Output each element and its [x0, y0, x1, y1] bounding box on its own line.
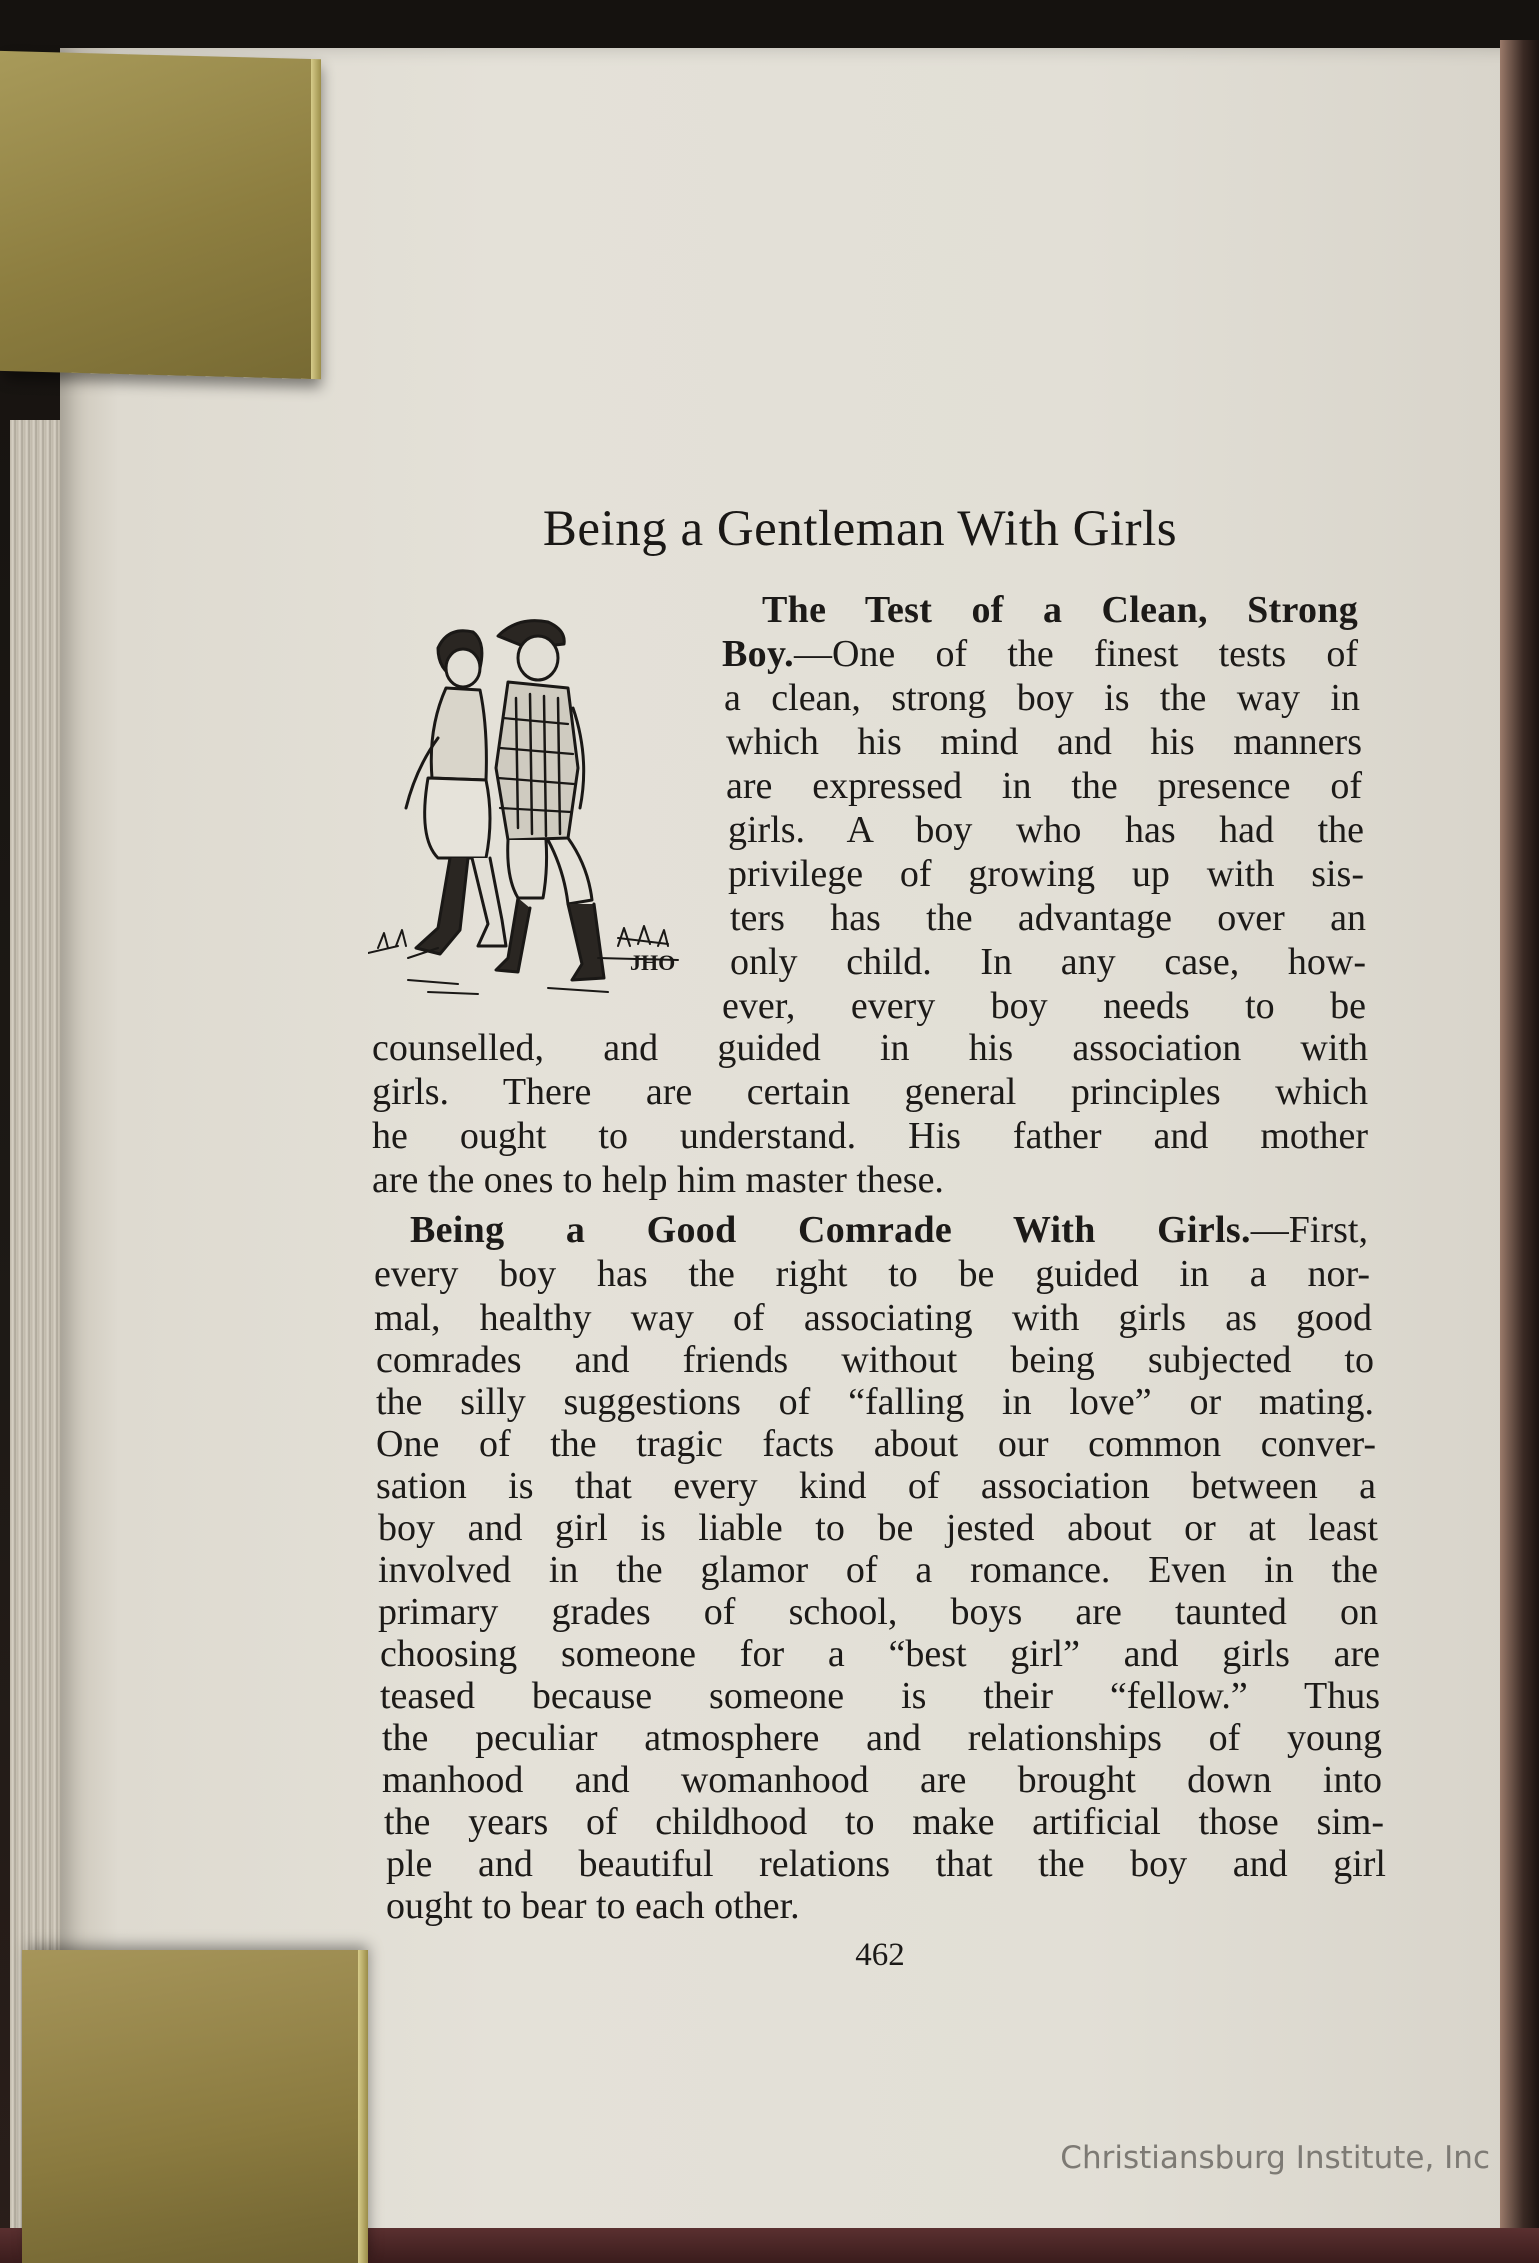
section2-line: ple and beautiful relations that the boy and girl — [386, 1843, 1386, 1885]
section1-line: only child. In any case, how- — [730, 941, 1366, 983]
section2-line: sation is that every kind of association between a — [376, 1465, 1376, 1507]
section2-line: the years of childhood to make artificial those sim- — [384, 1801, 1384, 1843]
page-title: Being a Gentleman With Girls — [542, 501, 1178, 557]
section1-line: ters has the advantage over an — [730, 897, 1366, 939]
section1-line: privilege of growing up with sis- — [728, 853, 1364, 895]
section2-line: the peculiar atmosphere and relationships of young — [382, 1717, 1382, 1759]
section2-heading-line: Being a Good Comrade With Girls.—First, — [410, 1209, 1368, 1251]
section1-line: counselled, and guided in his association with — [372, 1027, 1368, 1069]
section2-line: comrades and friends without being subjected to — [376, 1339, 1374, 1381]
section1-line: he ought to understand. His father and mother — [372, 1115, 1368, 1157]
section1-line: are expressed in the presence of — [726, 765, 1362, 807]
section2-line: choosing someone for a “best girl” and girls are — [380, 1633, 1380, 1675]
section1-line: ever, every boy needs to be — [722, 985, 1366, 1027]
illustrator-signature: JHO — [630, 950, 676, 975]
section1-line: a clean, strong boy is the way in — [724, 677, 1360, 719]
section2-line: primary grades of school, boys are taunted on — [378, 1591, 1378, 1633]
section1-line: which his mind and his manners — [726, 721, 1362, 763]
section2-line: ought to bear to each other. — [386, 1885, 800, 1927]
section1-line: are the ones to help him master these. — [372, 1159, 944, 1201]
section1-line: girls. A boy who has had the — [728, 809, 1364, 851]
section2-line: every boy has the right to be guided in a nor- — [374, 1253, 1370, 1295]
section2-line: One of the tragic facts about our common conver- — [376, 1423, 1376, 1465]
section2-line: mal, healthy way of associating with girls as good — [374, 1297, 1372, 1339]
section2-line: teased because someone is their “fellow.” Thus — [380, 1675, 1380, 1717]
section1-line: girls. There are certain general principles which — [372, 1071, 1368, 1113]
section1-line-2: Boy.—One of the finest tests of — [722, 633, 1358, 675]
section2-line: the silly suggestions of “falling in love” or mating. — [376, 1381, 1374, 1423]
section2-line: boy and girl is liable to be jested about or at least — [378, 1507, 1378, 1549]
watermark: Christiansburg Institute, Inc — [1060, 2140, 1490, 2176]
page-number: 462 — [855, 1937, 905, 1973]
section1-heading-line1: The Test of a Clean, Strong — [762, 589, 1358, 631]
section2-line: involved in the glamor of a romance. Even in the — [378, 1549, 1378, 1591]
section2-line: manhood and womanhood are brought down into — [382, 1759, 1382, 1801]
